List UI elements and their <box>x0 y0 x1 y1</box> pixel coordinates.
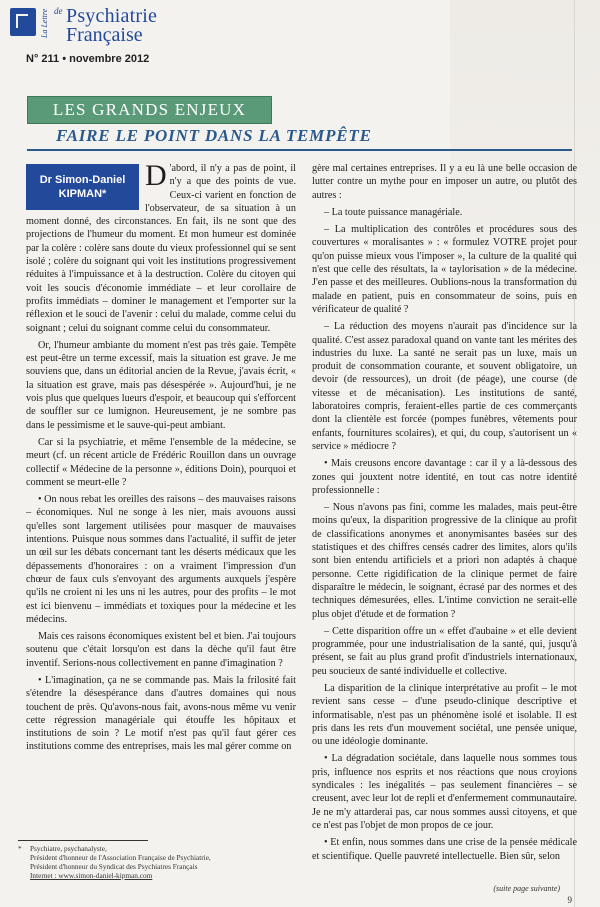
masthead-title-line2: Française <box>66 24 143 46</box>
paragraph: – La multiplication des contrôles et procédures sous des couvertures « moralisantes » : « formulez VOTRE projet pour qu'on puisse mieux vous l'imposer », la culture de la qualité qui n'est que celle des résultats, la « taylorisation » de la médecine. J'en passe et des meilleures. Oublions-nous la transformation du malade en patient, puis en consommateur de soins, puis en vérificateur de qualité ? <box>312 224 577 315</box>
page-number: 9 <box>567 895 572 905</box>
paragraph: • On nous rebat les oreilles des raisons – des mauvaises raisons – économiques. Nul ne songe à les nier, mais avouons aussi qu'elles sont largement utilisées pour masquer de mauvaises intentions. Puisque nous sommes dans l'actualité, il suffit de jeter un œil sur les débats concernant tant les déserts médicaux que les dépassements d'honoraires : on a vraiment l'impression d'un chœur de faux culs s'envoyant des arguments auxquels j'espère qu'ils ne croient ni les uns ni les autres, pour des profits – le mot est ici bienvenu – immédiats et toxiques pour la médecine et les médecins. <box>26 494 296 625</box>
masthead-de: de <box>54 6 63 16</box>
masthead-lalettre: La Lettre <box>40 8 49 38</box>
issue-info: N° 211 • novembre 2012 <box>26 53 150 65</box>
masthead <box>10 6 220 50</box>
continued-note: (suite page suivante) <box>493 884 560 893</box>
footnote-rule <box>18 840 148 841</box>
paragraph: gère mal certaines entreprises. Il y a eu là une belle occasion de lutter contre un mythe pour en imposer un autre, ou plutôt des autres : <box>312 163 577 201</box>
paragraph: • Et enfin, nous sommes dans une crise de la pensée médicale et scientifique. Quelle pauvreté intellectuelle. Bien sûr, selon <box>312 837 577 862</box>
section-banner: LES GRANDS ENJEUX <box>27 96 272 124</box>
article-column-right <box>312 162 577 882</box>
paragraph: Car si la psychiatrie, et même l'ensemble de la médecine, se meurt (cf. un récent article de Frédéric Rouillon dans un ouvrage collectif « Médecine de la personne », éditions Doin), pourquoi et comment se meurt-elle ? <box>26 436 296 488</box>
footnote-line: Président d'honneur du Syndicat des Psychiatres Français <box>30 862 198 871</box>
paragraph: • La dégradation sociétale, dans laquelle nous sommes tous pris, influence nos esprits et nos réactions que nous croyions syndicales : les inégalités – pas seulement financières – se creusent, avec leur lot de repli et d'enfermement communautaire. Je ne m'y attarderai pas, car nous sommes aussi citoyens, et que ce n'est pas l'objet de mon propos de ce jour. <box>312 753 577 831</box>
footnote-marker: * <box>18 844 22 853</box>
paragraph: – Nous n'avons pas fini, comme les malades, mais peut-être moins qu'eux, la disparition progressive de la clinique au profit de classifications anonymes et anonymisantes basées sur des statistiques et des chiffres censés cadrer des limites, alors qu'ils sont bien entendu artificiels et a priori non adaptés à chaque personne. Cette rigidification de la clinique permet de faire disparaître le médecin, le soignant, écrasé par des normes et des techniques démesurées, elles. L'intime conviction ne serait-elle plus objet d'étude et de formation ? <box>312 502 577 620</box>
paragraph: • L'imagination, ça ne se commande pas. Mais la frilosité fait s'étendre la désespérance dans d'autres domaines qui nous touchent de près. Qu'avons-nous fait, avons-nous même vu venir cette régression managériale qui étouffe les hôpitaux et institutions de soin ? Le motif n'est pas qu'il faut gérer ces institutions comme des entreprises, mais les mal gérer comme on <box>26 674 296 753</box>
drop-cap: D <box>145 162 167 192</box>
author-box-spacer <box>26 162 145 214</box>
paragraph-text: 'abord, il n'y a pas de point, il n'y a que des points de vue. Ceux-ci varient en fonction de l'observateur, de sa situation à un moment donné, des circonstances. En fait, ils ne sont que des projections de l'humeur du moment. Et mon humeur est dominée par la colère : colère sans doute du vieux professionnel qui se sent isolé ; colère du soignant qui voit les institutions progressivement réduites à l'impuissance et à la destruction. Colère du citoyen qui voit les soucis d'économie immédiate – et leur corollaire de profits immédiats – dominer le management et l'emporter sur la réflexion et le souci de l'avenir : celui du malade, comme celui du soignant ; celui du soignant comme celui du consommateur. <box>26 163 296 334</box>
footnote-line: Président d'honneur de l'Association Française de Psychiatrie, <box>30 853 211 862</box>
paragraph: • Mais creusons encore davantage : car il y a là-dessous des zones qui jouxtent notre identité, en tout cas notre identité professionnelle : <box>312 458 577 496</box>
footnote <box>18 844 298 880</box>
masthead-title-line1: Psychiatrie <box>66 5 158 27</box>
headline-rule <box>27 149 572 151</box>
footnote-website-link[interactable]: Internet : www.simon-daniel-kipman.com <box>30 871 153 880</box>
paragraph: – La réduction des moyens n'aurait pas d'incidence sur la qualité. C'est assez paradoxal quand on vante tant les mérites des industries du luxe. La santé ne serait pas un luxe, mais un produit de consommation courante, et souvent obligatoire, un devoir (de ressources), un droit (de péage), une course (de vitesse et de mécanisation). Les institutions de santé, laboratoires compris, feraient-elles partie de ces commerçants dont la clientèle est forcée (pompes funèbres, vêtements pour enfants, fournitures scolaires), et qui, du coup, s'autorisent un « service » médiocre ? <box>312 321 577 452</box>
author-name-line1: Dr Simon-Daniel <box>39 174 126 186</box>
paragraph: Mais ces raisons économiques existent bel et bien. J'ai toujours soutenu que c'était lorsqu'on est dans la dèche qu'il faut être inventif. Serions-nous collectivement en panne d'imagination ? <box>26 631 296 669</box>
author-name-line2: KIPMAN* <box>58 188 107 200</box>
article-column-left <box>26 162 296 838</box>
paragraph: – La toute puissance managériale. <box>324 206 463 218</box>
logo-icon <box>10 8 36 36</box>
paragraph: La disparition de la clinique interprétative au profit – le mot revient sans cesse – d'une pseudo-clinique descriptive et informatisable, n'est pas un phénomène isolé et isolable. Il est pris dans les rets d'un mouvement sociétal, une pensée unique, ou une idéologie dominante. <box>312 682 577 748</box>
article-headline: FAIRE LE POINT DANS LA TEMPÊTE <box>56 126 372 145</box>
paragraph: – Cette disparition offre un « effet d'aubaine » et elle devient programmée, pour une industrialisation de la santé, qui, jusqu'à présent, se fait au plus grand profit d'industriels internationaux, peu soucieux de santé individuelle et collective. <box>312 625 577 677</box>
paragraph: Or, l'humeur ambiante du moment n'est pas très gaie. Tempête est peut-être un terme excessif, mais la situation est grave. Je me souviens que, dans un éditorial ancien de la Revue, j'avais écrit, « la situation est grave, mais pas désespérée ». Aujourd'hui, je ne vois plus que quelques lueurs d'espoir, et beaucoup qui s'efforcent de souffler sur ce lumignon. Heureusement, je ne sombre pas dans le pessimisme et le sauve-qui-peut ambiant. <box>26 339 296 431</box>
footnote-line: Psychiatre, psychanalyste, <box>30 844 107 853</box>
